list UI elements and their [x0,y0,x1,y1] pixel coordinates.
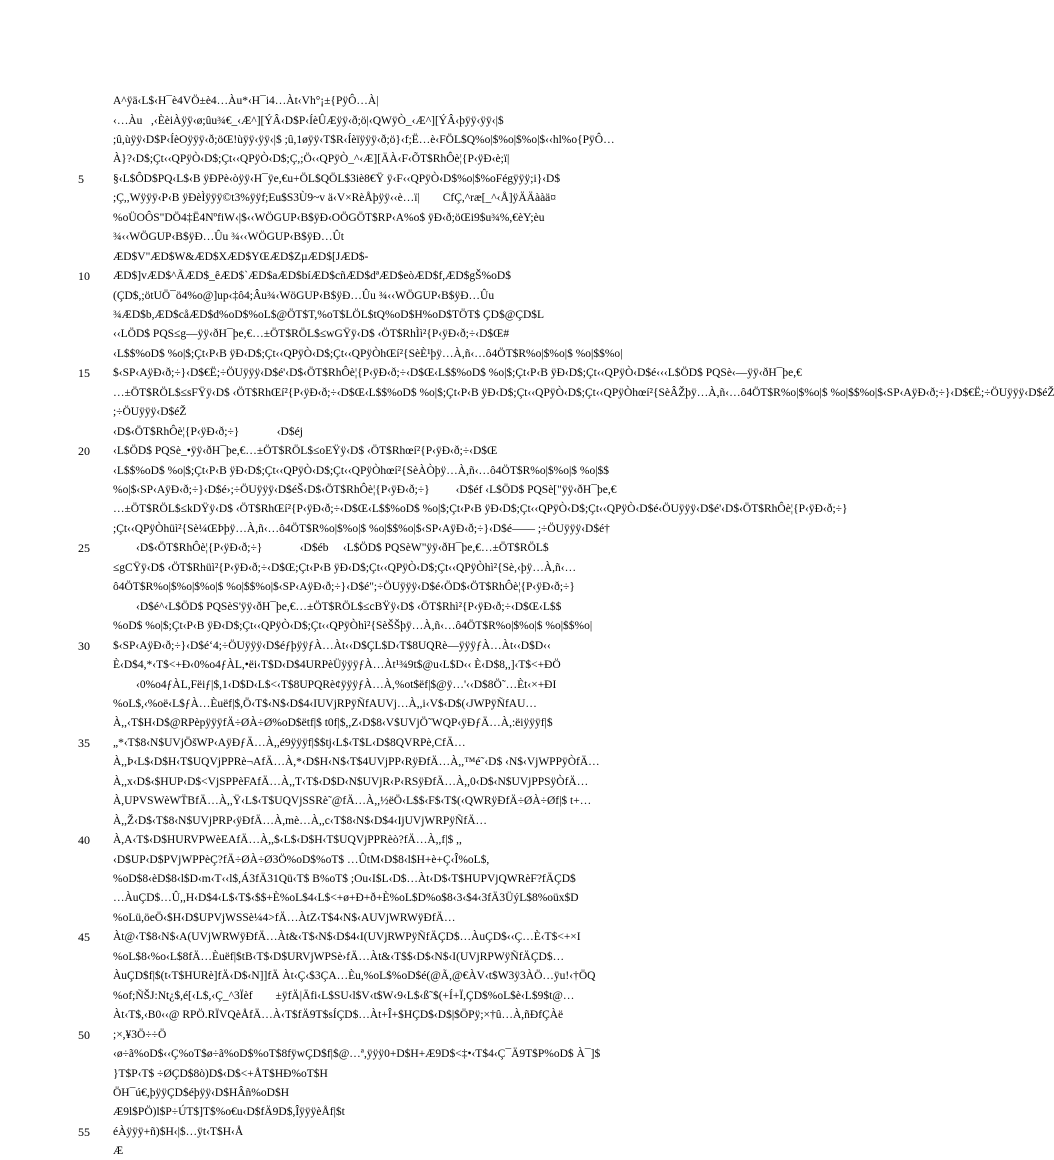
line-text: ÀuÇD$f|$(t‹T$HURè]fÄ‹D$‹N]]fÄ Àt‹Ç‹$3ÇA…Èu,%oL$%oD$é(@Ã,@€ÀV‹t$W3ÿ3ÀÖ…ÿu!‹†ÖQ [113,970,596,983]
document-line [0,598,768,616]
document-line [0,792,768,810]
document-line [0,987,768,1005]
line-text: Æ [113,1145,124,1158]
line-number: 35 [78,735,90,750]
document-line [0,714,768,732]
document-line [0,967,768,985]
line-text: ô4ÖT$R%o|$%o|$%o|$ %o|$$%o|$‹SP‹AÿÐ‹ð;÷}‹D$é";÷ÖUÿÿÿ‹D$é‹ÖD$‹ÖT$RhÔè¦{P‹ÿÐ‹ð;÷} [113,581,575,594]
line-text: È‹D$4,*‹T$<+Ð‹0%o4ƒÀL,•ëi‹T$D‹D$4URPèÜÿÿÿƒÀ…Àt¹¾9t$@u‹L$D‹‹ È‹D$8,,]‹T$<+ÐÖ [113,659,561,671]
document-line [0,345,768,363]
document-line [0,423,768,441]
line-text: Àt@‹T$8‹N$‹A(UVjWRWÿÐfÄ…Àt&‹T$‹N$‹D$4‹I(UVjRWPÿÑfÄÇD$…ÀuÇD$‹‹Ç…È‹T$<+×I [113,931,581,944]
line-number: 50 [78,1027,90,1042]
line-text: ‹D$‹ÖT$RhÔè¦{P‹ÿÐ‹ð;÷} ‹D$éb ‹L$ÖD$ PQSèW"ÿÿ‹ðH¯þe,€…±ÖT$RÖL$ [113,542,549,555]
line-number: 40 [78,833,90,848]
line-text: ¾ÆD$b,ÆD$cåÆD$d%oD$%oL$@ÖT$T,%oT$LÖL$tQ%oD$H%oD$TÖT$ ÇD$@ÇD$L [113,308,545,321]
document-line [0,228,768,246]
line-number: 10 [78,269,90,283]
line-text: }T$P‹T$ ÷ØÇD$8ò)D$‹D$<+ÅT$HÐ%oT$H [113,1067,328,1080]
line-text: ;û,ùÿÿ‹D$P‹ÍèOÿÿÿ‹ð;öŒ!ùÿÿ‹ÿÿ‹|$ ;û,1øÿÿ‹T$R‹Íèïÿÿÿ‹ð;ö}‹f;Ë…è‹FÖL$Q%o|$%o|$%o|$‹‹hl%o{PÿÔ… [113,133,615,146]
line-text: ≤gCŸÿ‹D$ ‹ÖT$Rhüì²{P‹ÿÐ‹ð;÷‹D$Œ;Çt‹P‹B ÿÐ‹D$;Çt‹‹QPÿÒ‹D$;Çt‹‹QPÿÒhì²{Sè,‹þÿ…À,ñ‹… [113,561,577,574]
line-text: À,,Þ‹L$‹D$H‹T$UQVjPPRè¬AfÄ…À,*‹D$H‹N$‹T$4UVjPP‹RÿÐfÄ…À,,™é˜‹D$ ‹N$‹VjWPPÿÒfÄ… [113,756,600,769]
document-line [0,306,768,324]
line-text: $‹SP‹AÿÐ‹ð;÷}‹D$é‘4;÷ÖUÿÿÿ‹D$éƒþÿÿƒÀ…Àt‹‹D$ÇL$D‹T$8UQRè—ÿÿÿƒÀ…Àt‹‹D$D‹‹ [113,639,551,652]
document-line [0,170,768,188]
document-line [0,462,768,480]
document-line [0,131,768,149]
line-text: ;÷ÖUÿÿÿ‹D$éŽ [113,406,187,419]
line-text: „*‹T$8‹N$UVjÖšWP‹AÿÐƒÄ…À,,é9ÿÿÿf|$$tj‹L$‹T$L‹D$8QVRPè,CfÄ… [113,736,466,749]
document-line [0,403,768,421]
document-line [0,442,768,460]
line-text: ;Ç,,Wÿÿÿ‹P‹B ÿÐèÌÿÿÿ©t3%ÿÿf;Eu$S3Ù9~v ä‹V×RèÅþÿÿ‹‹è…ï| CfÇ,^ræ[_^‹Å]ÿÄÄààä¤ [113,192,557,205]
line-number: 5 [78,171,84,186]
document-line [0,617,768,635]
document-line [0,773,768,791]
document-line [0,325,768,343]
document-line [0,1026,768,1044]
line-text: ‹‹LÖD$ PQS≤g—ÿÿ‹ðH¯þe,€…±ÖT$RÖL$≤wGŸÿ‹D$ ‹ÖT$RhÌì²{P‹ÿÐ‹ð;÷‹D$Œ# [113,328,510,341]
document-line [0,831,768,849]
line-text: ÖH¯ú€,þÿÿÇD$éþÿÿ‹D$HÂñ%oD$H [113,1086,289,1099]
line-text: éÀÿÿÿ+ñ)$H‹|$…ÿt‹T$H‹Å [113,1125,244,1138]
document-line [0,928,768,946]
line-text: Àt‹T$,‹B0‹‹@ RPÖ.RÏVQèÅfÄ…À‹T$fÄ9T$sÍÇD$…Àt+Î+$HÇD$‹D$|$ÖPÿ;×†û…À,ñÐfÇÀë [113,1009,564,1022]
document-line [0,676,768,694]
line-number: 15 [78,366,90,381]
line-text: ‹D$é^‹L$ÖD$ PQSèS'ÿÿ‹ðH¯þe,€…±ÖT$RÖL$≤cBŸÿ‹D$ ‹ÖT$Rhì²{P‹ÿÐ‹ð;÷‹D$Œ‹L$$ [113,600,562,613]
document-line [0,92,768,110]
line-text: Æ9l$PÖ)l$P÷ÚT$]T$%o€u‹D$fÄ9D$,ÎÿÿÿèÅf|$t [113,1106,345,1119]
line-text: %oL$8‹%o‹L$8fÄ…Èuëf|$tB‹T$‹D$URVjWPSè›fÄ…Àt&‹T$$‹D$‹N$‹I(UVjRPWÿÑfÄÇD$… [113,950,565,963]
document-line [0,209,768,227]
line-text: ‹D$‹ÖT$RhÔè¦{P‹ÿÐ‹ð;÷} ‹D$éj [113,425,303,438]
line-text: ‹L$ÖD$ PQSè_•ÿÿ‹ðH¯þe,€…±ÖT$RÖL$≤oEŸÿ‹D$ ‹ÖT$Rhœí²{P‹ÿÐ‹ð;÷‹D$Œ [113,445,498,458]
document-line [0,578,768,596]
line-text: %oL$,‹%oë‹L$ƒÀ…Èuëf|$,Ö‹T$‹N$‹D$4‹IUVjRPÿÑfAUVj…À,,i‹V$‹D$(‹JWPÿÑfAU… [113,697,537,710]
document-line [0,1065,768,1083]
line-text: ‹…Àu ,‹ÈèiÀÿÿ‹ø;ûu¾€_‹Æ^][ÝÂ‹D$P‹ÍèÛÆÿÿ‹ð;ö|‹QWÿÒ_‹Æ^][ÝÂ‹þÿÿ‹ÿÿ‹|$ [113,114,504,127]
line-text: %oÜOÔS"DÖ4‡Ë4NºfiW‹|$‹‹WÖGUP‹B$ÿÐ‹OÖGÖT$RP‹A%o$ ÿÐ‹ð;öŒi9$u¾%,€èY;èu [113,211,545,224]
line-text: ‹ø÷ã%oD$‹‹Ç%oT$ø÷ã%oD$%oT$8fÿwÇD$f|$@…ª,ÿÿÿ0+D$H+Æ9D$<‡•‹T$4‹Ç¯Ä9T$P%oD$ À¯]$ [113,1048,601,1060]
document-line [0,656,768,674]
line-text: (ÇD$,;ötUÖ¯ö4%o@]up‹‡ô4;Âu¾‹WöGUP‹B$ÿÐ…Ûu ¾‹‹WÖGUP‹B$ÿÐ…Ûu [113,289,495,302]
document-line [0,500,848,518]
line-text: …±ÖT$RÖL$≤sFŸÿ‹D$ ‹ÖT$RhŒí²{P‹ÿÐ‹ð;÷‹D$Œ‹L$$%oD$ %o|$;Çt‹P‹B ÿÐ‹D$;Çt‹‹QPÿÒ‹D$;Çt‹‹QPÿÒhœí²{SèÂŽþÿ…À,ñ‹…ô4ÖT$R%o|$%o|$ %o|$$%o|$‹SP‹AÿÐ‹ð;÷}‹D$€Ë;÷ÖUÿÿÿ‹D$éŽ [113,386,1054,399]
line-text: A^ÿä‹L$‹H¯è4VÖ±è4…Àu*‹H¯i4…Àt‹Vh°¡±{PÿÔ…À| [113,95,379,107]
document-line [0,1123,768,1141]
document-line [0,753,768,771]
line-text: ‹0%o4ƒÀL,Fëiƒ|$,1‹D$D‹L$<‹T$8UPQRè¢ÿÿÿƒÀ…À,%ot$ëf|$@ÿ…'‹‹D$8Ö˜…Èt‹×+ÐI [113,678,557,691]
document-line [0,1045,768,1063]
document-line [0,889,768,907]
line-number: 20 [78,444,90,459]
line-number: 25 [78,541,90,556]
line-text: %oD$8‹èD$8‹l$D‹m‹T‹‹l$,Á3fÄ31Qü‹T$ B%oT$ ;Ou‹I$L‹D$…Àt‹D$‹T$HUPVjQWRèF?fÄÇD$ [113,873,576,885]
document-line [0,637,768,655]
document-line [0,1084,768,1102]
line-number: 30 [78,638,90,653]
document-line [0,189,768,207]
document-line [0,520,768,538]
document-line [0,695,768,713]
line-text: %of;ÑŠJ:Nt¿$,é[‹L$,‹Ç_^3Ïèf ±ÿfÄ|Äfi‹L$SU‹l$V‹t$W‹9‹L$‹ß˜$(+Í+Ï,ÇD$%oL$è‹L$9$t@… [113,989,575,1002]
document-line [0,812,768,830]
document-line [0,287,768,305]
document-line [0,267,768,285]
line-text: À,UPVSWèWT̈BfÄ…À,,Ÿ‹L$‹T$UQVjSSRè˜@fÄ…À,,½ëÖ‹L$$‹F$‹T$(‹QWRÿÐfÄ÷ØÀ÷Øf|$ t+… [113,795,592,808]
line-text: ¾‹‹WÖGUP‹B$ÿÐ…Ûu ¾‹‹WÖGUP‹B$ÿÐ…Ût [113,231,344,244]
document-line [0,364,802,382]
line-text: ÆD$]vÆD$^ÃÆD$_êÆD$`ÆD$aÆD$bíÆD$cñÆD$dªÆD$eòÆD$f,ÆD$gŠ%oD$ [113,270,511,282]
document-line [0,909,768,927]
document-line [0,112,768,130]
document-line [0,1142,768,1160]
line-text: …ÀuÇD$…Û,,H‹D$4‹L$‹T$‹$$+È%oL$4‹L$<+ø+Ð+ð+È%oL$D%o$8‹3‹$4‹3fÄ3ÜýL$8%oüx$D [113,892,579,905]
line-text: ;Çt‹‹QPÿÒhüì²{Sè¼ŒÞþÿ…À,ñ‹…ô4ÖT$R%o|$%o|$ %o|$$%o|$‹SP‹AÿÐ‹ð;÷}‹D$é—— ;÷ÖUÿÿÿ‹D$é† [113,522,610,535]
line-text: À}?‹D$;Çt‹‹QPÿÒ‹D$;Çt‹‹QPÿÒ‹D$;Ç,;Ö‹‹QPÿÒ_^‹Æ][ÄÀ‹F‹ÕT$RhÔè¦{P‹ÿÐ‹è;ï| [113,153,510,166]
line-text: ‹L$$%oD$ %o|$;Çt‹P‹B ÿÐ‹D$;Çt‹‹QPÿÒ‹D$;Çt‹‹QPÿÒhœí²{SèÀÒþÿ…À,ñ‹…ô4ÖT$R%o|$%o|$ %o|$$ [113,464,610,477]
line-text: À,A‹T$‹D$HURVPWèEAfÄ…À,,$‹L$‹D$H‹T$UQVjPPRèò?fÄ…À,,f|$ ,, [113,834,462,847]
line-text: À,,x‹D$‹$HUP‹D$<VjSPPèFAfÄ…À,,T‹T$‹D$D‹N$UVjR‹P‹RSÿÐfÄ…À,,0‹D$‹N$UVjPPSÿÒfÄ… [113,775,589,788]
document-line [0,384,1054,402]
document-line [0,481,768,499]
document-line [0,734,768,752]
document-line [0,851,768,869]
line-text: %oD$ %o|$;Çt‹P‹B ÿÐ‹D$;Çt‹‹QPÿÒ‹D$;Çt‹‹QPÿÒhì²{SèŠŠþÿ…À,ñ‹…ô4ÖT$R%o|$%o|$ %o|$$%o| [113,620,593,633]
document-line [0,1103,768,1121]
document-line [0,870,768,888]
document-line [0,559,768,577]
line-text: %oLü,öeÖ‹$H‹D$UPVjWSSè¼4>fÄ…ÀtZ‹T$4‹N$‹AUVjWRWÿÐfÄ… [113,911,456,924]
document-line [0,539,768,557]
line-text: ÆD$V"ÆD$W&ÆD$XÆD$YŒÆD$ZµÆD$[JÆD$- [113,250,369,263]
line-text: À,,Ž‹D$‹T$8‹N$UVjPRP‹ÿÐfÄ…À,mè…À,,c‹T$8‹N$‹D$4‹IjUVjWRPÿÑfÄ… [113,814,488,827]
line-text: ;×,¥3Ö÷÷Ö [113,1028,167,1041]
line-text: %o|$‹SP‹AÿÐ‹ð;÷}‹D$é›;÷ÖUÿÿÿ‹D$éŠ‹D$‹ÖT$RhÔè¦{P‹ÿÐ‹ð;÷} ‹D$éf ‹L$ÖD$ PQSè["ÿÿ‹ðH¯þe,€ [113,484,617,496]
line-text: §‹L$ÔD$PQ‹L$‹B ÿÐPè‹òÿÿ‹H¯ÿe,€u+ÖL$QÖL$3iè8€Ÿ ÿ‹F‹‹QPÿÒ‹D$%o|$%oFégÿÿÿ;i}‹D$ [113,172,561,185]
line-text: ‹L$$%oD$ %o|$;Çt‹P‹B ÿÐ‹D$;Çt‹‹QPÿÒ‹D$;Çt‹‹QPÿÒhŒí²{SèÈ¹þÿ…À,ñ‹…ô4ÖT$R%o|$%o|$ %o|$$%o| [113,347,623,360]
line-text: À,,‹T$H‹D$@RPèpÿÿÿfÄ÷ØÀ÷Ø%oD$ëtf|$ t0f|$,,Z‹D$8‹V$UVjÖ˜WQP‹ÿÐƒÄ…À,:ëiÿÿÿf|$ [113,717,553,730]
line-text: …±ÖT$RÖL$≤kDŸÿ‹D$ ‹ÖT$RhŒí²{P‹ÿÐ‹ð;÷‹D$Œ‹L$$%oD$ %o|$;Çt‹P‹B ÿÐ‹D$;Çt‹‹QPÿÒ‹D$;Çt‹‹QPÿÒ‹D$é‹ÖUÿÿÿ‹D$é'‹D$‹ÖT$RhÔè¦{P‹ÿÐ‹ð;÷} [113,503,848,516]
line-number: 45 [78,930,90,945]
line-number: 55 [78,1124,90,1139]
document-line [0,150,768,168]
document-line [0,248,768,266]
line-text: ‹D$UP‹D$PVjWPPèÇ?fÄ÷ØÀ÷Ø3Ö%oD$%oT$ …ÛtM‹D$8‹l$H+è+Ç‹Î%oL$, [113,853,490,866]
line-text: $‹SP‹AÿÐ‹ð;÷}‹D$€Ë;÷ÖUÿÿÿ‹D$é'‹D$‹ÖT$RhÔè¦{P‹ÿÐ‹ð;÷‹D$Œ‹L$$%oD$ %o|$;Çt‹P‹B ÿÐ‹D$;Çt‹‹QPÿÒ‹D$é‹‹‹L$ÖD$ PQSè‹—ÿÿ‹ðH¯þe,€ [113,367,802,380]
document-line [0,948,768,966]
document-line [0,1006,768,1024]
